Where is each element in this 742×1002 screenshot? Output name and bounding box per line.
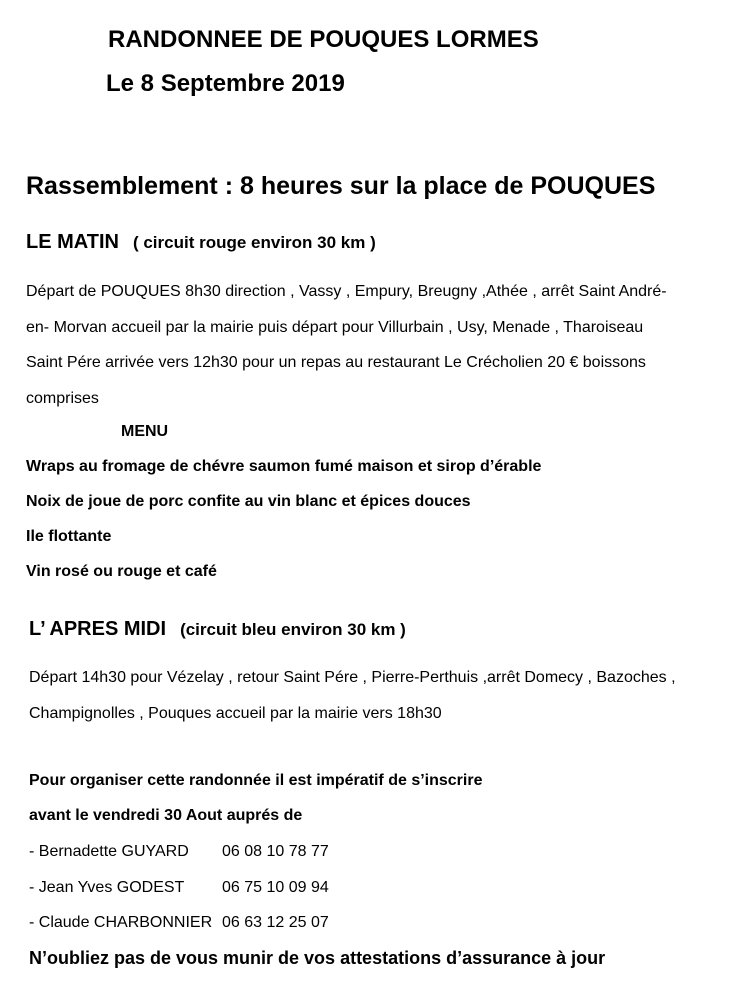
matin-circuit: ( circuit rouge environ 30 km ) bbox=[132, 233, 376, 252]
menu-item: Noix de joue de porc confite au vin blanc et épices douces bbox=[26, 493, 471, 510]
apres-midi-title: L’ APRES MIDI bbox=[29, 618, 167, 640]
inscription-line: Pour organiser cette randonnée il est impératif de s’inscrire bbox=[29, 772, 483, 789]
footer-note: N’oubliez pas de vous munir de vos attestations d’assurance à jour bbox=[29, 948, 606, 968]
inscription-line: avant le vendredi 30 Aout auprés de bbox=[29, 807, 303, 824]
menu-label: MENU bbox=[121, 423, 169, 440]
document-title: RANDONNEE DE POUQUES LORMES bbox=[108, 26, 539, 53]
apres-midi-description bbox=[29, 660, 676, 731]
event-date: Le 8 Septembre 2019 bbox=[106, 70, 345, 97]
contact-entry bbox=[29, 870, 329, 906]
matin-line: Départ de POUQUES 8h30 direction , Vassy , Empury, Breugny ,Athée , arrêt Saint André- bbox=[26, 283, 667, 300]
menu-item: Wraps au fromage de chévre saumon fumé maison et sirop d’érable bbox=[26, 458, 542, 475]
menu-item: Vin rosé ou rouge et café bbox=[26, 563, 217, 580]
contact-entry bbox=[29, 834, 329, 870]
apres-midi-circuit: (circuit bleu environ 30 km ) bbox=[180, 620, 406, 639]
contact-phone: 06 75 10 09 94 bbox=[222, 878, 329, 896]
matin-title: LE MATIN bbox=[26, 231, 119, 253]
contact-phone: 06 63 12 25 07 bbox=[222, 914, 329, 931]
matin-line: comprises bbox=[26, 389, 99, 407]
apres-midi-line: Champignolles , Pouques accueil par la mairie vers 18h30 bbox=[29, 704, 442, 722]
contact-list bbox=[29, 834, 329, 941]
menu-item: Ile flottante bbox=[26, 528, 112, 545]
matin-heading bbox=[26, 231, 376, 254]
contact-name: - Bernadette GUYARD bbox=[29, 843, 189, 860]
rassemblement-heading: Rassemblement : 8 heures sur la place de POUQUES bbox=[26, 172, 656, 200]
contact-name: - Jean Yves GODEST bbox=[29, 878, 185, 896]
matin-line: en- Morvan accueil par la mairie puis départ pour Villurbain , Usy, Menade , Tharoiseau bbox=[26, 318, 644, 336]
contact-phone: 06 08 10 78 77 bbox=[222, 843, 329, 860]
contact-entry bbox=[29, 905, 329, 941]
apres-midi-heading bbox=[29, 618, 406, 641]
apres-midi-line: Départ 14h30 pour Vézelay , retour Saint Pére , Pierre-Perthuis ,arrêt Domecy , Bazoches , bbox=[29, 669, 676, 686]
matin-line: Saint Pére arrivée vers 12h30 pour un repas au restaurant Le Crécholien 20 € boissons bbox=[26, 354, 646, 371]
matin-description bbox=[26, 274, 667, 416]
contact-name: - Claude CHARBONNIER bbox=[29, 914, 213, 931]
